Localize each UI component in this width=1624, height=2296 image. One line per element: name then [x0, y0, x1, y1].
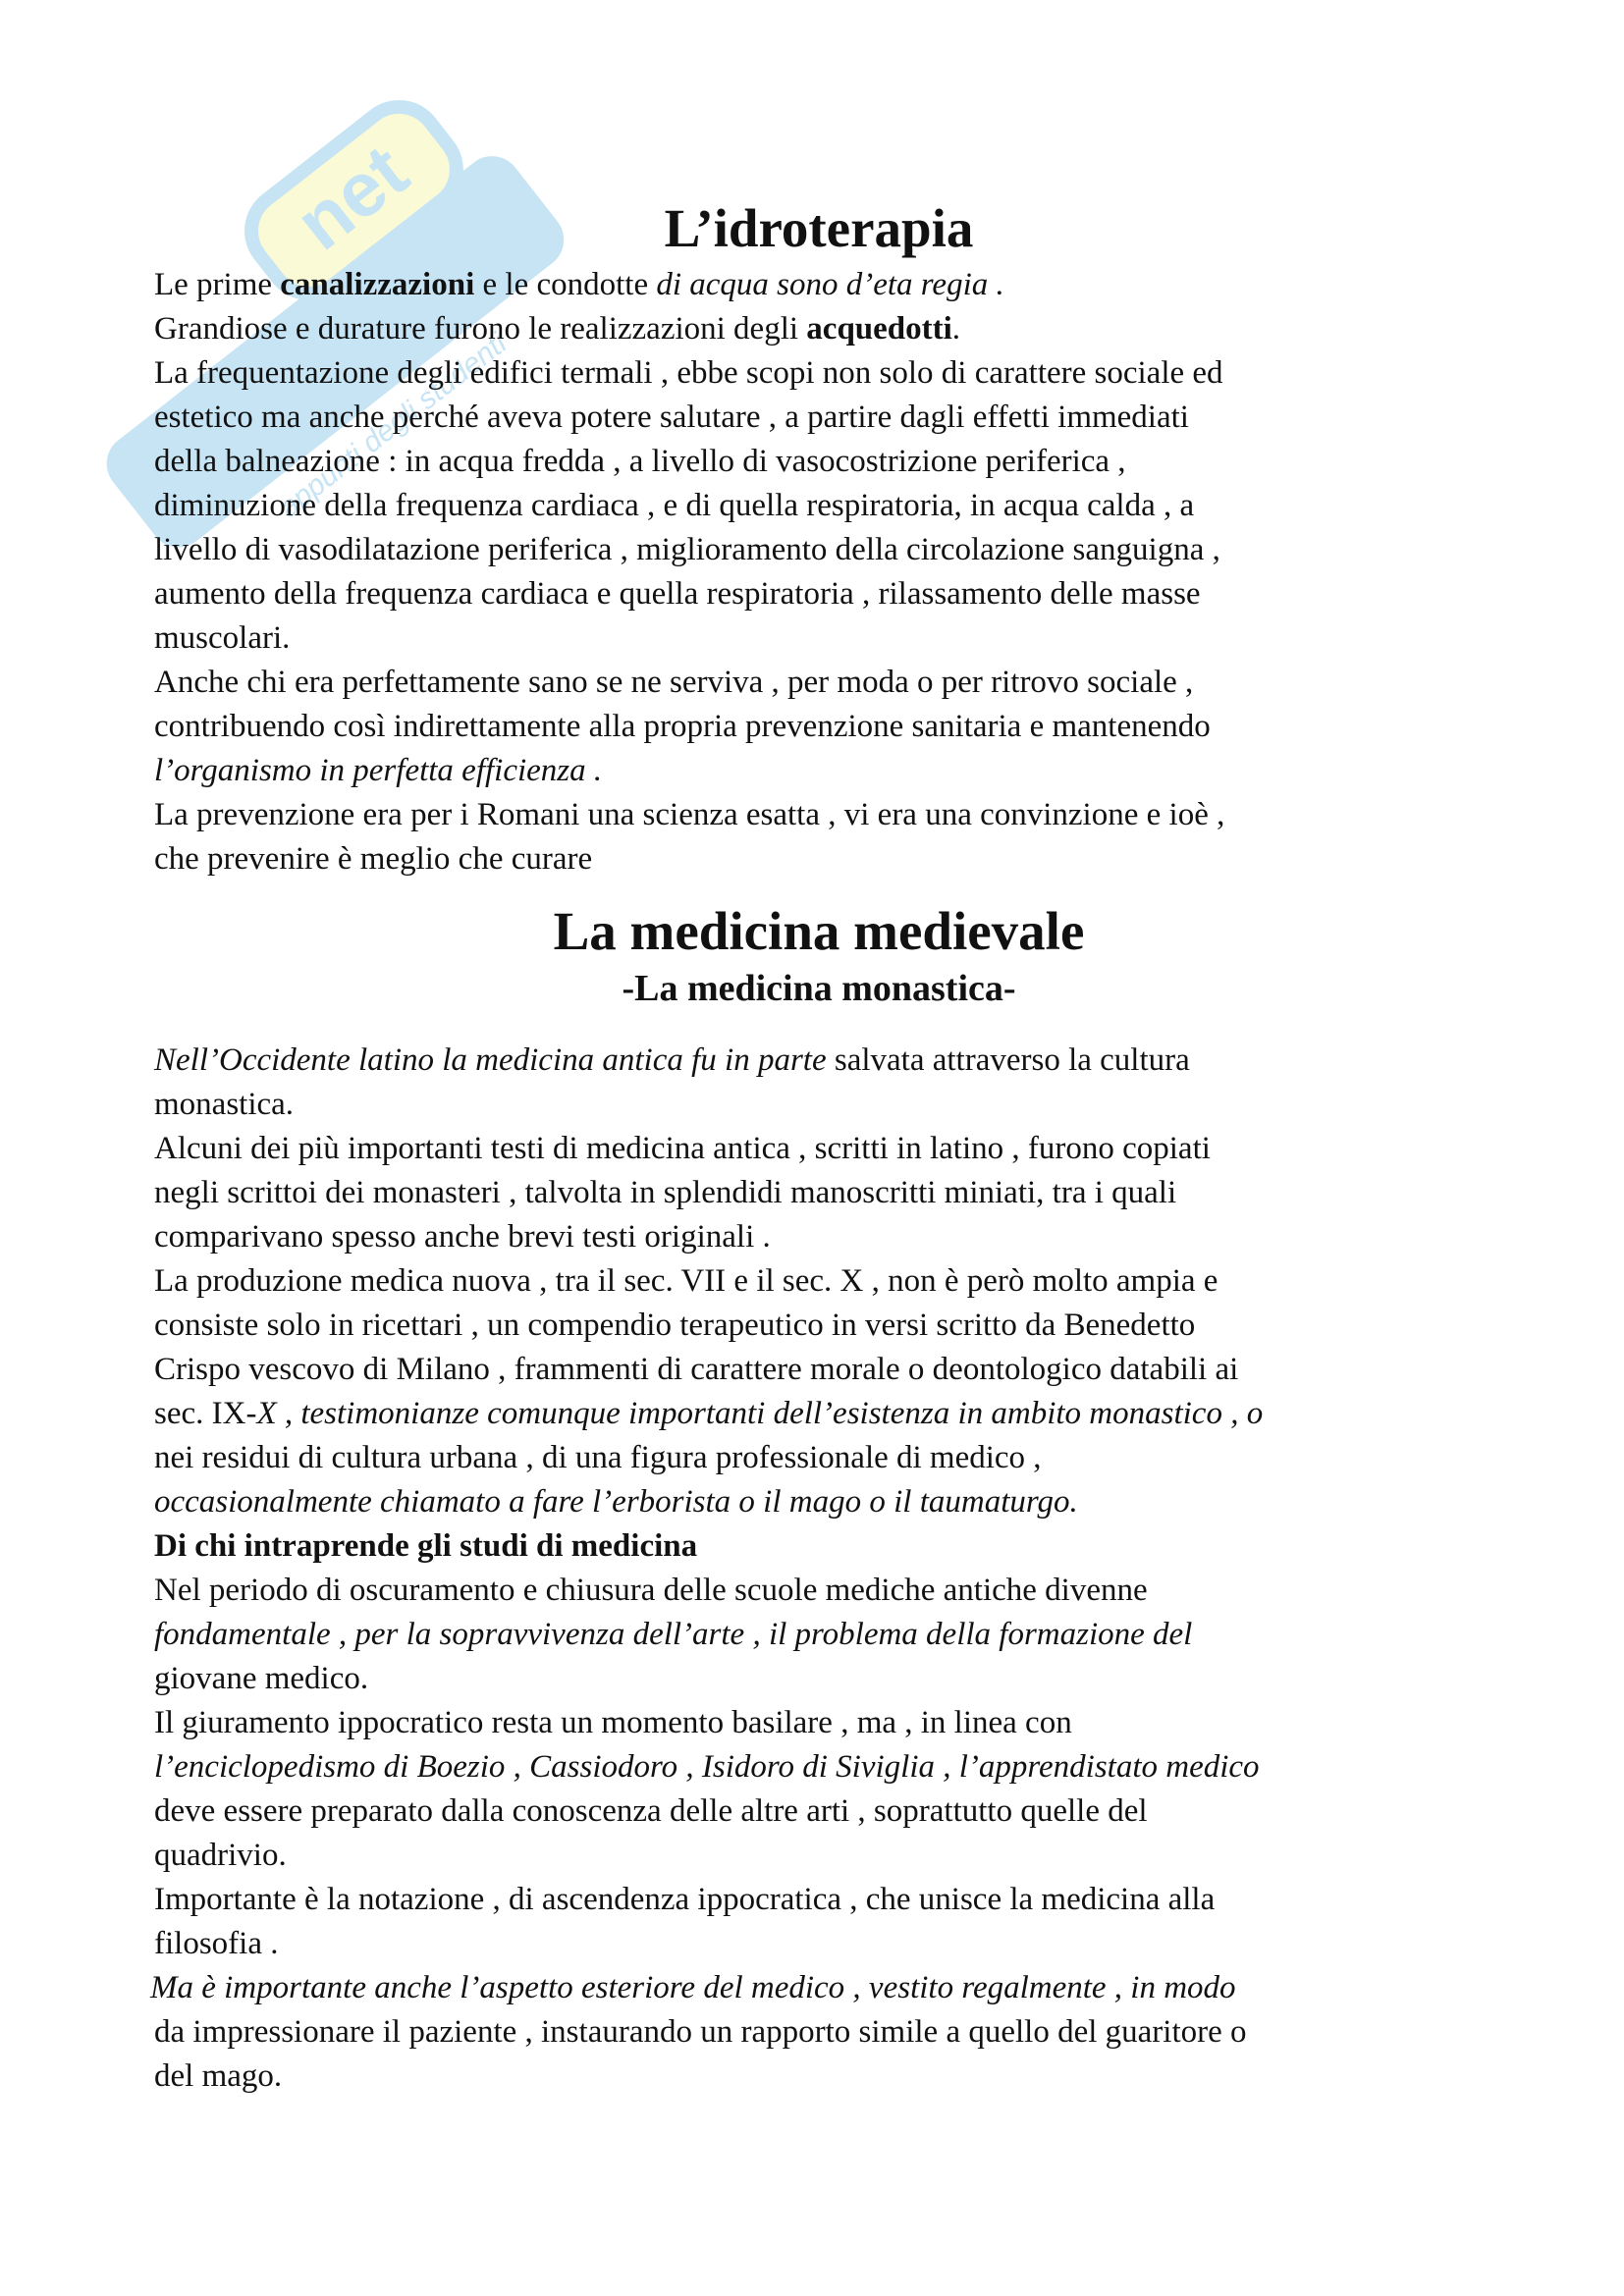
paragraph-line: nei residui di cultura urbana , di una figura professionale di medico ,: [154, 1440, 1042, 1475]
paragraph-line: giovane medico.: [154, 1661, 369, 1696]
section-heading: Di chi intraprende gli studi di medicina: [154, 1528, 698, 1564]
paragraph-line: Crispo vescovo di Milano , frammenti di carattere morale o deontologico databili ai: [154, 1352, 1239, 1387]
paragraph-line: filosofia .: [154, 1926, 279, 1961]
section-subtitle: -La medicina monastica-: [622, 968, 1016, 1009]
paragraph-line: del mago.: [154, 2058, 283, 2094]
paragraph-line: l’organismo in perfetta efficienza .: [154, 753, 603, 788]
watermark-arc-text: appunti degli studenti: [273, 327, 514, 524]
paragraph-line: negli scrittoi dei monasteri , talvolta in splendidi manoscritti miniati, tra i quali: [154, 1175, 1177, 1210]
text-run: salvata attraverso la cultura: [826, 1042, 1190, 1078]
paragraph-line: muscolari.: [154, 620, 291, 656]
paragraph-line: [154, 1039, 1509, 1083]
paragraph-line: Nel periodo di oscuramento e chiusura delle scuole mediche antiche divenne: [154, 1573, 1148, 1608]
paragraph-line: da impressionare il paziente , instaurando un rapporto simile a quello del guaritore o: [154, 2014, 1247, 2050]
paragraph-line: Il giuramento ippocratico resta un momento basilare , ma , in linea con: [154, 1705, 1072, 1740]
paragraph-line: fondamentale , per la sopravvivenza dell’arte , il problema della formazione del: [154, 1617, 1193, 1652]
text-run: sec. IX-: [154, 1396, 257, 1431]
paragraph-line: diminuzione della frequenza cardiaca , e di quella respiratoria, in acqua calda , a: [154, 488, 1195, 523]
paragraph-line: [154, 263, 1509, 307]
paragraph-line: [154, 1392, 1509, 1436]
section-title-idroterapia: L’idroterapia: [664, 198, 974, 258]
italic-run: X , testimonianze comunque importanti dell’esistenza in ambito monastico , o: [256, 1396, 1264, 1431]
watermark-net: net: [279, 128, 424, 267]
paragraph-line: contribuendo così indirettamente alla propria prevenzione sanitaria e mantenendo: [154, 709, 1211, 744]
paragraph-line: occasionalmente chiamato a fare l’erborista o il mago o il taumaturgo.: [154, 1484, 1078, 1520]
bold-term: canalizzazioni: [280, 267, 475, 302]
paragraph-line: La prevenzione era per i Romani una scienza esatta , vi era una convinzione e ioè ,: [154, 797, 1225, 832]
paragraph-line: monastica.: [154, 1087, 295, 1122]
paragraph-line: deve essere preparato dalla conoscenza delle altre arti , soprattutto quelle del: [154, 1793, 1148, 1829]
paragraph-line: Alcuni dei più importanti testi di medicina antica , scritti in latino , furono copiati: [154, 1131, 1211, 1166]
text-run: Grandiose e durature furono le realizzazioni degli: [154, 311, 807, 347]
text-run: e le condotte: [474, 267, 657, 302]
paragraph-line: che prevenire è meglio che curare: [154, 841, 593, 877]
document-page: [150, 196, 1509, 2099]
bold-term: acquedotti: [806, 311, 952, 347]
paragraph-line: comparivano spesso anche brevi testi originali .: [154, 1219, 771, 1255]
paragraph-line: La frequentazione degli edifici termali , ebbe scopi non solo di carattere sociale ed: [154, 355, 1223, 391]
paragraph-line: aumento della frequenza cardiaca e quella respiratoria , rilassamento delle masse: [154, 576, 1201, 612]
paragraph-line: Anche chi era perfettamente sano se ne serviva , per moda o per ritrovo sociale ,: [154, 665, 1194, 700]
text-run: .: [951, 311, 961, 347]
paragraph-line: l’enciclopedismo di Boezio , Cassiodoro , Isidoro di Siviglia , l’apprendistato medico: [154, 1749, 1260, 1785]
paragraph-line: Importante è la notazione , di ascendenza ippocratica , che unisce la medicina alla: [154, 1882, 1216, 1917]
paragraph-line: Ma è importante anche l’aspetto esteriore del medico , vestito regalmente , in modo: [150, 1970, 1236, 2005]
italic-run: Nell’Occidente latino la medicina antica fu in parte: [154, 1042, 827, 1078]
text-run: Le prime: [154, 267, 281, 302]
paragraph-line: [154, 307, 1509, 351]
paragraph-line: livello di vasodilatazione periferica , miglioramento della circolazione sanguigna ,: [154, 532, 1220, 567]
paragraph-line: La produzione medica nuova , tra il sec. VII e il sec. X , non è però molto ampia e: [154, 1263, 1218, 1299]
paragraph-line: estetico ma anche perché aveva potere salutare , a partire dagli effetti immediati: [154, 400, 1189, 435]
paragraph-line: quadrivio.: [154, 1838, 287, 1873]
paragraph-line: della balneazione : in acqua fredda , a livello di vasocostrizione periferica ,: [154, 444, 1126, 479]
italic-run: di acqua sono d’eta regia .: [656, 267, 1004, 302]
paragraph-line: consiste solo in ricettari , un compendio terapeutico in versi scritto da Benedetto: [154, 1308, 1196, 1343]
section-title-medicina-medievale: La medicina medievale: [553, 901, 1085, 961]
